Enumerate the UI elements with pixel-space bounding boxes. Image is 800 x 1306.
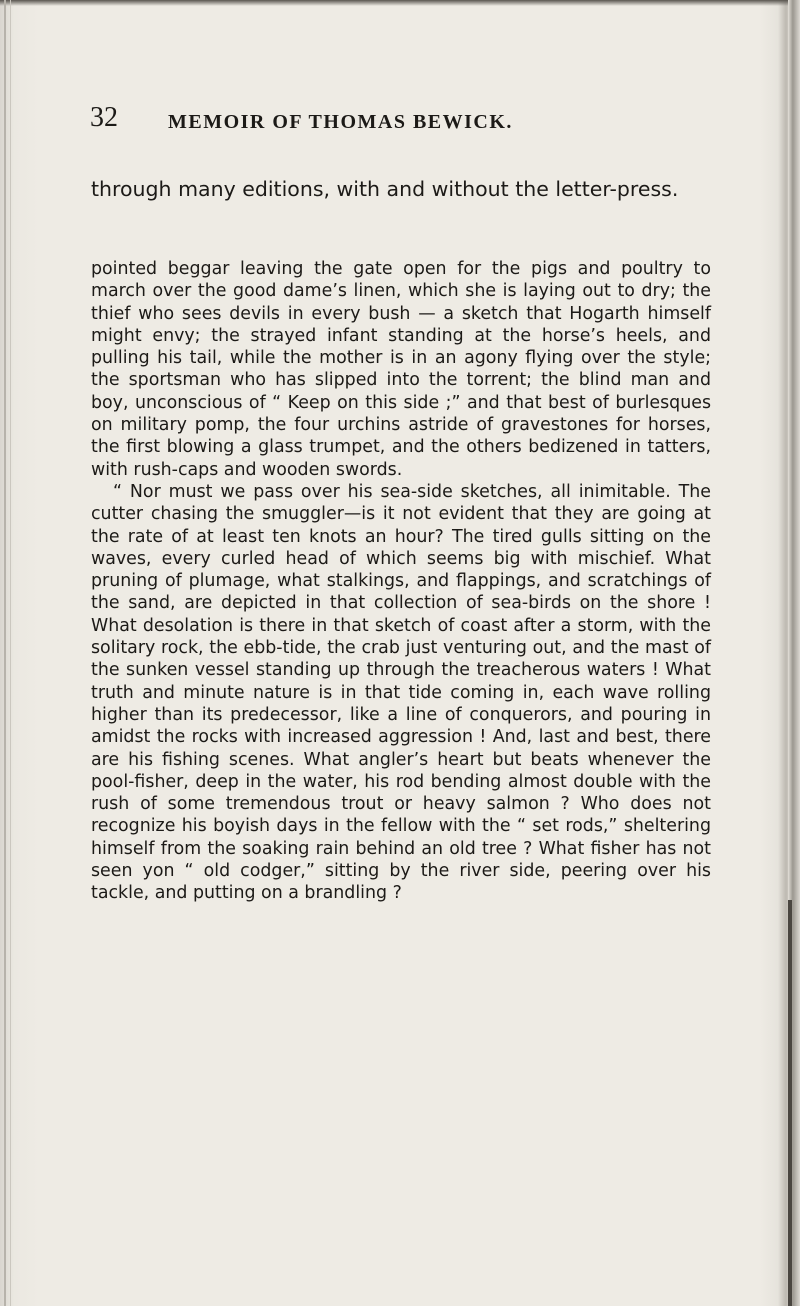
page-edge-dark xyxy=(788,900,792,1306)
page-top-shadow xyxy=(0,0,800,6)
opening-line: through many editions, with and without the letter-press. xyxy=(91,177,679,201)
paragraph: “ Nor must we pass over his sea-side sketches, all inimitable. The cutter chasing the smuggler—is it not evident that they are going at the rate of at least ten knots an hour? The tired gulls sitting on the waves, every curled head of which seems big with mischief. What pruning of plumage, what stalkings, and flappings, and scratchings of the sand, are depicted in that collection of sea-birds on the shore ! What desolation is there in that sketch of coast after a storm, with the solitary rock, the ebb-tide, the crab just venturing out, and the mast of the sunken vessel standing up through the treacherous waters ! What truth and minute nature is in that tide coming in, each wave rolling higher than its predecessor, like a line of conquerors, and pouring in amidst the rocks with increased aggression ! And, last and best, there are his fishing scenes. What angler’s heart but beats whenever the pool-fisher, deep in the water, his rod bending almost double with the rush of some tremendous trout or heavy salmon ? Who does not recognize his boyish days in the fellow with the “ set rods,” sheltering himself from the soaking rain behind an old tree ? What fisher has not seen yon “ old codger,” sitting by the river side, peering over his tackle, and putting on a brandling ? xyxy=(91,481,711,904)
main-text xyxy=(91,258,711,905)
paragraph: pointed beggar leaving the gate open for the pigs and poultry to march over the good dame’s linen, which she is laying out to dry; the thief who sees devils in every bush — a sketch that Hogarth himself might envy; the strayed infant standing at the horse’s heels, and pulling his tail, while the mother is in an agony flying over the style; the sportsman who has slipped into the torrent; the blind man and boy, unconscious of “ Keep on this side ;” and that best of burlesques on military pomp, the four urchins astride of gravestones for horses, the first blowing a glass trumpet, and the others bedizened in tatters, with rush-caps and wooden swords. xyxy=(91,259,711,480)
gutter-line xyxy=(4,0,6,1306)
page-number: 32 xyxy=(90,102,118,133)
running-head: MEMOIR OF THOMAS BEWICK. xyxy=(168,111,513,133)
gutter-line-inner xyxy=(10,0,11,1306)
